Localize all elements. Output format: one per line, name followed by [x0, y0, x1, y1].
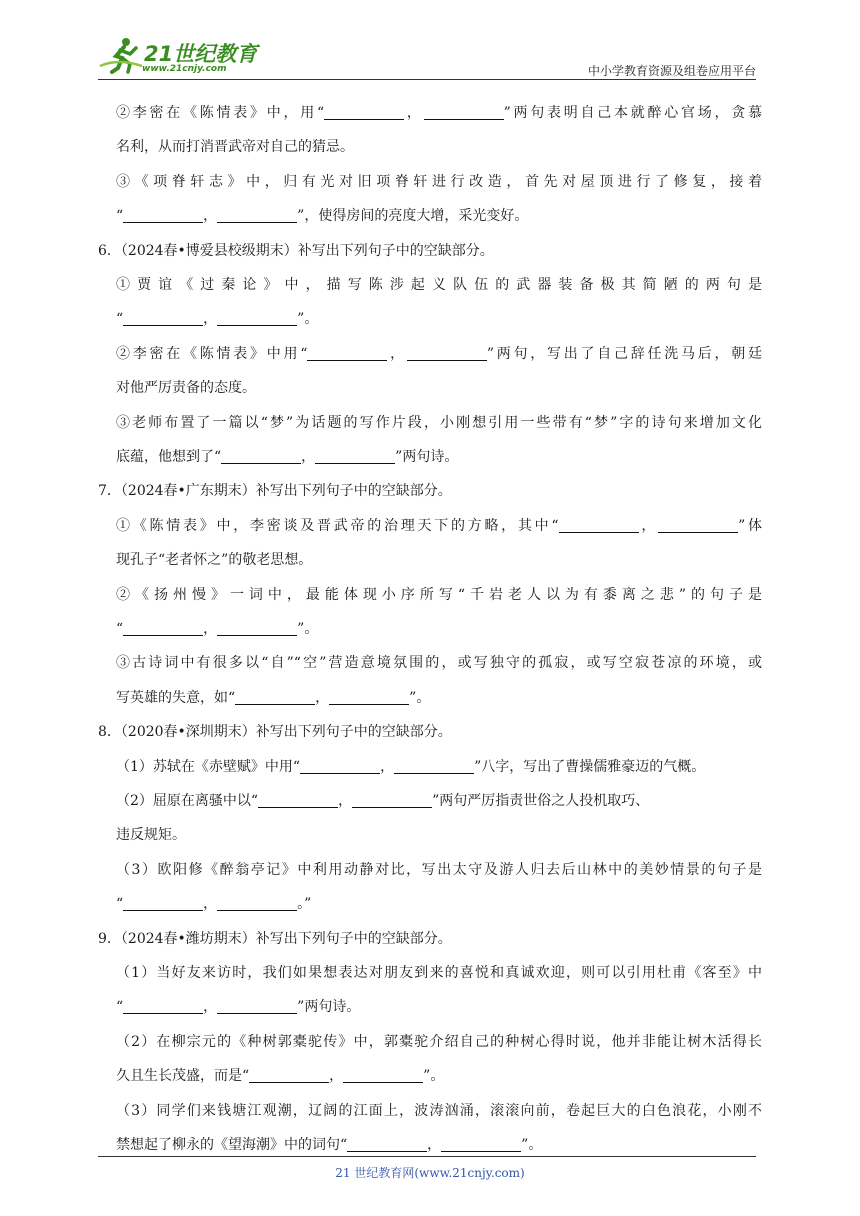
blank-separator: ， [329, 1068, 344, 1085]
line-text: 9．（2024春•潍坊期末）补写出下列句子中的空缺部分。 [98, 930, 452, 947]
text-line [116, 165, 762, 199]
line-text: “ [116, 999, 124, 1016]
line-text: ③《项脊轩志》中，归有光对旧项脊轩进行改造，首先对屋顶进行了修复，接着 [116, 173, 762, 190]
logo-url: www.21cnjy.com [142, 64, 227, 74]
line-text: “ [116, 621, 124, 637]
site-logo [98, 36, 268, 76]
text-line [116, 681, 762, 715]
line-text: ②李密在《陈情表》中用“ [116, 345, 308, 362]
answer-blank[interactable] [394, 757, 474, 774]
text-line [116, 578, 762, 612]
line-text-end: ”两句，写出了自己辞任洗马后，朝廷 [486, 345, 763, 362]
text-line [116, 750, 762, 784]
line-text: “ [116, 311, 124, 328]
platform-label: 中小学教育资源及组卷应用平台 [587, 64, 756, 78]
blank-separator: ， [203, 621, 218, 637]
text-line [116, 371, 762, 405]
blank-separator: ， [387, 345, 407, 362]
answer-blank[interactable] [217, 309, 297, 326]
line-text: （3）同学们来钱塘江观潮，辽阔的江面上，波涛汹涌，滚滚向前，卷起巨大的白色浪花，小刚不 [116, 1102, 762, 1119]
answer-blank[interactable] [123, 206, 203, 223]
blank-separator: ， [315, 689, 330, 706]
text-line [116, 1059, 762, 1093]
answer-blank[interactable] [559, 516, 639, 533]
answer-blank[interactable] [249, 1066, 329, 1083]
page-header [98, 30, 756, 80]
line-text-end: 。” [297, 896, 312, 913]
text-line [116, 612, 762, 646]
line-text-end: ”。 [297, 621, 319, 637]
text-line [116, 268, 762, 302]
line-text: 6．（2024春•博爱县校级期末）补写出下列句子中的空缺部分。 [98, 242, 494, 259]
text-line [116, 1094, 762, 1128]
text-line [116, 887, 762, 921]
blank-separator: ， [380, 758, 395, 775]
blank-separator: ， [638, 517, 659, 534]
line-text: ②李密在《陈情表》中，用“ [116, 105, 325, 121]
text-line [116, 853, 762, 887]
answer-blank[interactable] [300, 757, 380, 774]
page-footer: 21 世纪教育网(www.21cnjy.com) [335, 1166, 525, 1180]
line-text: 写英雄的失意，如“ [116, 689, 236, 706]
line-text: 名利，从而打消晋武帝对自己的猜忌。 [116, 139, 354, 156]
answer-blank[interactable] [258, 791, 338, 808]
line-text: 8．（2020春•深圳期末）补写出下列句子中的空缺部分。 [98, 724, 452, 741]
answer-blank[interactable] [324, 103, 404, 120]
text-line [116, 956, 762, 990]
text-line [116, 199, 762, 233]
answer-blank[interactable] [424, 103, 504, 120]
line-text: ①贾谊《过秦论》中，描写陈涉起义队伍的武器装备极其简陋的两句是 [116, 277, 762, 293]
answer-blank[interactable] [329, 688, 409, 705]
text-line [116, 646, 762, 680]
blank-separator: ， [404, 105, 424, 121]
line-text-end: ”两句表明自己本就醉心官场，贪慕 [503, 105, 762, 121]
line-text-end: ”八字，写出了曹操儒雅豪迈的气概。 [474, 758, 706, 775]
text-line [116, 990, 762, 1024]
text-line [116, 302, 762, 336]
blank-separator: ， [338, 793, 353, 809]
line-text: ③老师布置了一篇以“梦”为话题的写作片段，小刚想引用一些带有“梦”字的诗句来增加文化 [116, 414, 762, 431]
text-line [98, 474, 762, 508]
text-line [116, 337, 762, 371]
line-text: 违反规矩。 [116, 827, 186, 844]
answer-blank[interactable] [217, 997, 297, 1014]
line-text-end: ”。 [297, 311, 319, 328]
line-text-end: ”，使得房间的亮度大增，采光变好。 [297, 208, 529, 225]
line-text: （2）在柳宗元的《种树郭橐驼传》中，郭橐驼介绍自己的种树心得时说，他并非能让树木活得长 [116, 1033, 762, 1050]
line-text: “ [116, 896, 124, 913]
line-text: ①《陈情表》中，李密谈及晋武帝的治理天下的方略，其中“ [116, 517, 559, 534]
line-text: 久且生长茂盛，而是“ [116, 1068, 250, 1085]
text-line [116, 509, 762, 543]
text-line [116, 818, 762, 852]
answer-blank[interactable] [221, 447, 301, 464]
line-text-end: ”体 [738, 517, 762, 534]
answer-blank[interactable] [217, 619, 297, 636]
line-text: 禁想起了柳永的《望海潮》中的词句“ [116, 1137, 348, 1153]
line-text: （1）当好友来访时，我们如果想表达对朋友到来的喜悦和真诚欢迎，则可以引用杜甫《客至》中 [116, 965, 762, 981]
logo-text: 21世纪教育 [144, 42, 258, 66]
text-line [116, 1025, 762, 1059]
text-line [116, 96, 762, 130]
line-text: （3）欧阳修《醉翁亭记》中利用动静对比，写出太守及游人归去后山林中的美妙情景的句子是 [116, 861, 762, 878]
text-line [116, 784, 762, 818]
text-line [98, 234, 762, 268]
header-divider [98, 79, 756, 80]
line-text-end: ”两句诗。 [297, 999, 361, 1016]
answer-blank[interactable] [217, 206, 297, 223]
answer-blank[interactable] [347, 1135, 427, 1152]
answer-blank[interactable] [235, 688, 315, 705]
answer-blank[interactable] [352, 791, 432, 808]
text-line [116, 406, 762, 440]
text-line [98, 922, 762, 956]
answer-blank[interactable] [658, 516, 738, 533]
footer-divider [98, 1156, 756, 1157]
answer-blank[interactable] [217, 894, 297, 911]
line-text-end: ”。 [409, 689, 431, 706]
text-line [116, 130, 762, 164]
answer-blank[interactable] [123, 997, 203, 1014]
text-line [98, 715, 762, 749]
blank-separator: ， [203, 208, 218, 225]
blank-separator: ， [301, 449, 316, 465]
blank-separator: ， [203, 999, 218, 1016]
line-text: ②《扬州慢》一词中，最能体现小序所写“千岩老人以为有黍离之悲”的句子是 [116, 586, 762, 603]
text-line [116, 543, 762, 577]
line-text: 对他严厉责备的态度。 [116, 380, 256, 397]
line-text: “ [116, 208, 124, 225]
text-line [116, 440, 762, 474]
line-text: （2）屈原在离骚中以“ [116, 793, 259, 809]
line-text-end: ”。 [521, 1137, 543, 1153]
line-text-end: ”。 [423, 1068, 445, 1085]
line-text: ③古诗词中有很多以“自”“空”营造意境氛围的，或写独守的孤寂，或写空寂苍凉的环境，或 [116, 655, 762, 672]
answer-blank[interactable] [123, 619, 203, 636]
line-text: 7．（2024春•广东期末）补写出下列句子中的空缺部分。 [98, 483, 452, 500]
runner-logo-icon [98, 36, 144, 76]
answer-blank[interactable] [307, 344, 387, 361]
line-text: 现孔子“老者怀之”的敬老思想。 [116, 552, 313, 569]
answer-blank[interactable] [123, 894, 203, 911]
blank-separator: ， [203, 311, 218, 328]
blank-separator: ， [427, 1137, 442, 1153]
line-text: 底蕴，他想到了“ [116, 449, 222, 465]
answer-blank[interactable] [315, 447, 395, 464]
answer-blank[interactable] [343, 1066, 423, 1083]
line-text-end: ”两句诗。 [395, 449, 459, 465]
answer-blank[interactable] [123, 309, 203, 326]
answer-blank[interactable] [407, 344, 487, 361]
blank-separator: ， [203, 896, 218, 913]
answer-blank[interactable] [441, 1135, 521, 1152]
line-text-end: ”两句严厉指责世俗之人投机取巧、 [432, 793, 650, 809]
line-text: （1）苏轼在《赤壁赋》中用“ [116, 758, 301, 775]
